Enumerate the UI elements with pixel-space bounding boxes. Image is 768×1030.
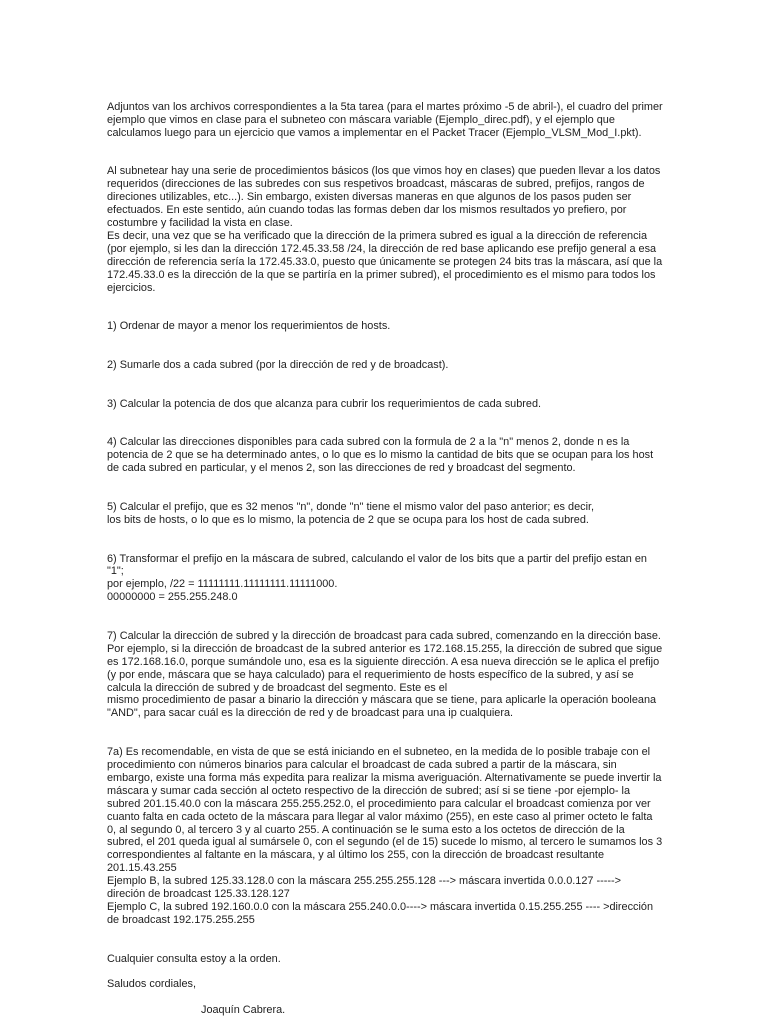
step-3: 3) Calcular la potencia de dos que alcanza para cubrir los requerimientos de cada subred.	[107, 397, 542, 410]
step-2: 2) Sumarle dos a cada subred (por la dirección de red y de broadcast).	[107, 358, 449, 371]
step-7a: 7a) Es recomendable, en vista de que se está iniciando en el subneteo, en la medida de lo posible trabaje con el procedimiento con números binarios para calcular el broadcast de cada subred a partir de la máscara, sin embargo, existe una forma más expedita para realizar la misma averiguación. Alternativamente se puede invertir la máscara y sumar cada sección al octeto respectivo de la dirección de subred; así si se tiene -por ejemplo- la subred 201.15.40.0 con la máscara 255.255.252.0, el procedimiento para calcular el broadcast comienza por ver cuanto falta en cada octeto de la máscara para llegar al valor máximo (255), en este caso al primer octeto le falta 0, al segundo 0, al tercero 3 y al cuarto 255. A continuación se le suma esto a los octetos de dirección de la subred, el 201 queda igual al sumársele 0, con el segundo (el de 15) sucede lo mismo, al tercero le sumamos los 3 correspondientes al faltante en la máscara, y al último los 255, con la dirección de broadcast resultante 201.15.43.255 Ejemplo B, la subred 125.33.128.0 con la máscara 255.255.255.128 ---> máscara invertida 0.0.0.127 -----> direción de broadcast 125.33.128.127 Ejemplo C, la subred 192.160.0.0 con la máscara 255.240.0.0----> máscara invertida 0.15.255.255 ---- >dirección de broadcast 192.175.255.255	[107, 746, 663, 926]
document-body	[107, 88, 663, 1030]
step-7: 7) Calcular la dirección de subred y la dirección de broadcast para cada subred, comenzando en la dirección base. Por ejemplo, si la dirección de broadcast de la subred anterior es 172.168.15.255, la dirección de subred que sigue es 172.168.16.0, porque sumándole uno, esa es la siguiente dirección. A esa nueva dirección se le aplica el prefijo (y por ende, máscara que se haya calculado) para el requerimiento de hosts específico de la subred, y así se calcula la dirección de subred y de broadcast del segmento. Este es el mismo procedimiento de pasar a binario la dirección y máscara que se tiene, para aplicarle la operación booleana "AND", para sacar cuál es la dirección de red y de broadcast para una ip cualquiera.	[107, 629, 663, 720]
step-6: 6) Transformar el prefijo en la máscara de subred, calculando el valor de los bits que a partir del prefijo estan en "1"; por ejemplo, /22 = 11111111.11111111.11111000. 00000000 = 255.255.248.0	[107, 552, 647, 604]
step-5: 5) Calcular el prefijo, que es 32 menos "n", donde "n" tiene el mismo valor del paso anterior; es decir, los bits de hosts, o lo que es lo mismo, la potencia de 2 que se ocupa para los host de cada subred.	[107, 500, 595, 526]
step-4: 4) Calcular las direcciones disponibles para cada subred con la formula de 2 a la "n" menos 2, donde n es la potencia de 2 que se ha determinado antes, o lo que es lo mismo la cantidad de bits que se ocupan para los host de cada subred en particular, y el menos 2, son las direcciones de red y broadcast del segmento.	[107, 436, 654, 475]
procedures-paragraph: Al subnetear hay una serie de procedimientos básicos (los que vimos hoy en clases) que pueden llevar a los datos requeridos (direcciones de las subredes con sus respetivos broadcast, máscaras de subred, prefijos, rangos de direciones utilizables, etc...). Sin embargo, existen diversas maneras en que algunos de los pasos puden ser efectuados. En este sentido, aún cuando todas las formas deben dar los mismos resultados yo prefiero, por costumbre y facilidad la vista en clase. Es decir, una vez que se ha verificado que la dirección de la primera subred es igual a la dirección de referencia (por ejemplo, si les dan la dirección 172.45.33.58 /24, la dirección de red base aplicando ese prefijo general a esa dirección de referencia sería la 172.45.33.0, puesto que únicamente se protegen 24 bits tras la máscara, así que la 172.45.33.0 es la dirección de la que se partiría en la primer subred), el procedimiento es el mismo para todos los ejercicios.	[107, 165, 663, 294]
signature: Joaquín Cabrera.	[201, 1004, 286, 1017]
step-1: 1) Ordenar de mayor a menor los requerimientos de hosts.	[107, 320, 391, 333]
regards-line: Saludos cordiales,	[107, 978, 196, 991]
closing-line: Cualquier consulta estoy a la orden.	[107, 952, 281, 965]
intro-paragraph: Adjuntos van los archivos correspondientes a la 5ta tarea (para el martes próximo -5 de abril-), el cuadro del primer ejemplo que vimos en clase para el subneteo con máscara variable (Ejemplo_direc.pdf), y el ejemplo que calculamos luego para un ejercicio que vamos a implementar en el Packet Tracer (Ejemplo_VLSM_Mod_I.pkt).	[107, 100, 663, 139]
